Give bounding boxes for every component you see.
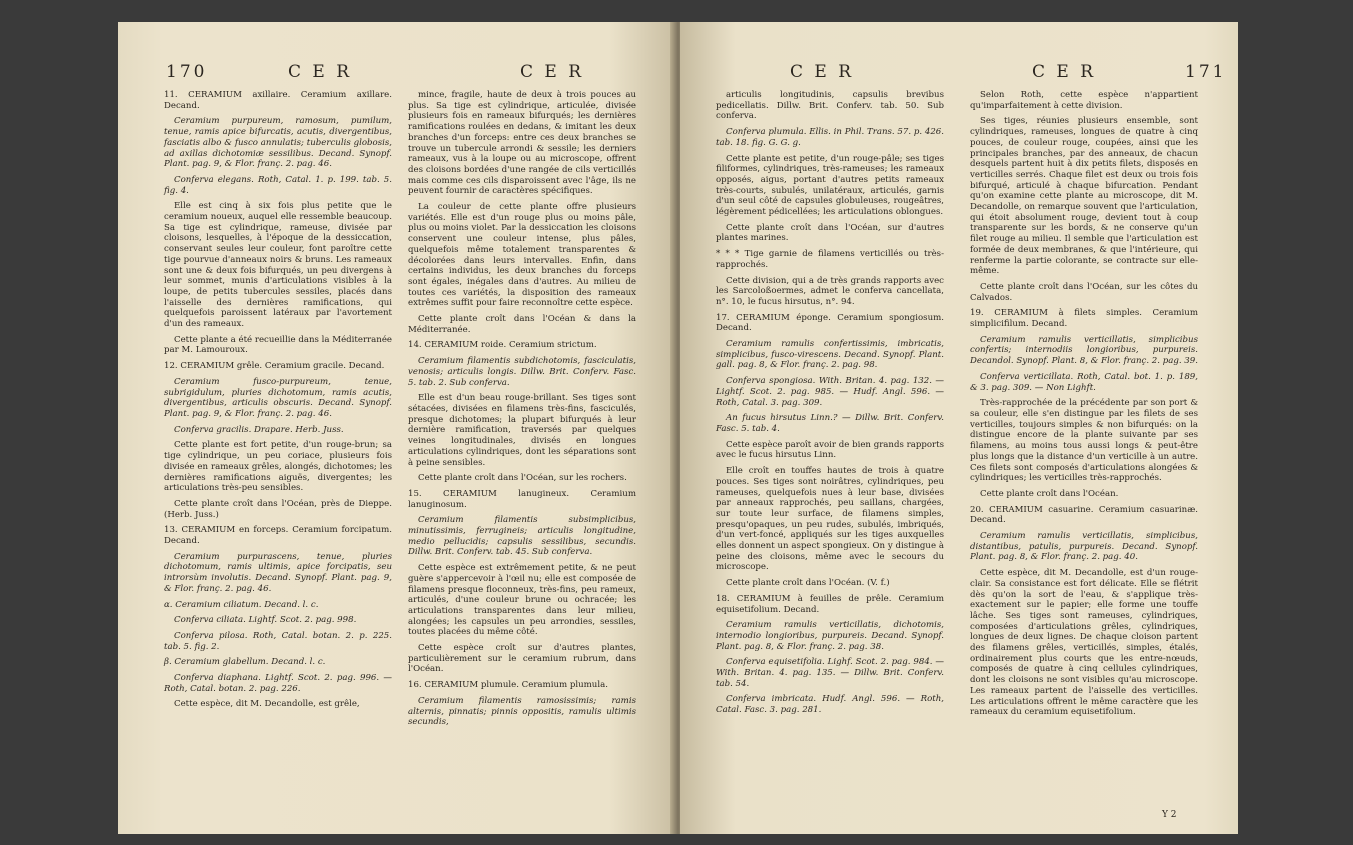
paragraph: 18. CERAMIUM à feuilles de prêle. Ceramium equisetifolium. Decand. — [716, 593, 944, 615]
paragraph: Cette plante est petite, d'un rouge-pâle; ses tiges filiformes, cylindriques, très-rameuses; les rameaux opposés, aigus, portant d'autres petits rameaux très-courts, subulés, unilatéraux, articulés, garnis d'un seul côté de capsules globuleuses, rougeâtres, légèrement pédicellées; les articulations oblongues. — [716, 153, 944, 218]
paragraph: Ceramium filamentis subdichotomis, fasciculatis, venosis; articulis longis. Dillw. Brit. Conferv. Fasc. 5. tab. 2. Sub conferva. — [408, 356, 636, 388]
left-column-1 — [164, 90, 392, 715]
paragraph: Ceramium filamentis ramosissimis; ramis alternis, pinnatis; pinnis oppositis, ramulis ultimis secundis, — [408, 695, 636, 728]
paragraph: β. Ceramium glabellum. Decand. l. c. — [164, 657, 326, 668]
paragraph: 12. CERAMIUM grêle. Ceramium gracile. Decand. — [164, 361, 385, 372]
paragraph: Cette espèce, dit M. Decandolle, est d'un rouge-clair. Sa consistance est fort délicate. Elle se flétrit dès qu'on la sort de l'eau, & s'applique très-exactement sur le papier; elle forme une touffe lâche. Ses tiges sont rameuses, cylindriques, composées d'articulations grêles, cylindriques, longues de deux lignes. De chaque cloison partent des filamens grêles, verticillés, simples, étalés, ordinairement plus courts que les entre-nœuds, composés de quatre à cinq cellules cylindriques, dont les cloisons ne sont visibles qu'au microscope. Les rameaux partent de l'aisselle des verticilles. Les articulations offrent le même caractère que les rameaux du ceramium equisetifolium. — [970, 568, 1198, 718]
paragraph: Ceramium ramulis verticillatis, simplicibus confertis; internodiis longioribus, purpureis. Decandol. Synopf. Plant. 8, & Flor. franç. 2. pag. 39. — [970, 334, 1198, 367]
paragraph: Conferva equisetifolia. Lighf. Scot. 2. pag. 984. — With. Britan. 4. pag. 135. — Dillw. Brit. Conferv. tab. 54. — [716, 657, 944, 689]
paragraph: Ceramium ramulis verticillatis, dichotomis, internodio longioribus, purpureis. Decand. Synopf. Plant. pag. 8, & Flor. franç. 2. pag. 38. — [716, 620, 944, 652]
running-head-left-1: C E R — [288, 62, 353, 82]
paragraph: Cette espèce paroît avoir de bien grands rapports avec le fucus hirsutus Linn. — [716, 439, 944, 461]
paragraph: Conferva imbricata. Hudf. Angl. 596. — Roth, Catal. Fasc. 3. pag. 281. — [716, 694, 944, 716]
paragraph: Ceramium filamentis subsimplicibus, minutissimis, ferrugineis; articulis longitudine, medio pellucidis; capsulis sessilibus, secundis. Dillw. Brit. Conferv. tab. 45. Sub conferva. — [408, 515, 636, 558]
paragraph: Cette division, qui a de très grands rapports avec les Sarcoloßoermes, admet le conferva cancellata, n°. 10, le fucus hirsutus, n°. 94. — [716, 275, 944, 307]
paragraph: 20. CERAMIUM casuarine. Ceramium casuarinæ. Decand. — [970, 504, 1198, 526]
running-head-right-2: C E R — [1032, 62, 1097, 82]
paragraph: Ceramium fusco-purpureum, tenue, subrigidulum, pluries dichotomum, ramis acutis, divergentibus, articulis obscuris. Decand. Synopf. Plant. pag. 9, & Flor. franç. 2. pag. 46. — [164, 376, 392, 419]
paragraph: Ceramium purpurascens, tenue, pluries dichotomum, ramis ultimis, apice forcipatis, seu introrsùm involutis. Decand. Synopf. Plant. pag. 9, & Flor. franç. 2. pag. 46. — [164, 551, 392, 594]
paragraph: Conferva ciliata. Lightf. Scot. 2. pag. 998. — [174, 615, 357, 626]
right-column-1 — [716, 90, 944, 721]
paragraph: An fucus hirsutus Linn.? — Dillw. Brit. Conferv. Fasc. 5. tab. 4. — [716, 413, 944, 434]
paragraph: Conferva spongiosa. With. Britan. 4. pag. 132. — Lightf. Scot. 2. pag. 985. — Hudf. Angl. 596. — Roth, Catal. 3. pag. 309. — [716, 376, 944, 408]
paragraph: Ceramium ramulis confertissimis, imbricatis, simplicibus, fusco-virescens. Decand. Synopf. Plant. gall. pag. 8, & Flor. franç. 2. pag. 98. — [716, 339, 944, 371]
paragraph: 17. CERAMIUM éponge. Ceramium spongiosum. Decand. — [716, 312, 944, 334]
paragraph: 15. CERAMIUM lanugineux. Ceramium lanuginosum. — [408, 488, 636, 510]
paragraph: mince, fragile, haute de deux à trois pouces au plus. Sa tige est cylindrique, articulée, divisée plusieurs fois en rameaux bifurqués; les dernières ramifications roulées en dedans, & imitant les deux branches d'un forceps: entre ces deux branches se trouve un tubercule arrondi & sessile; les derniers rameaux, vus à la loupe ou au microscope, offrent des cloisons bordées d'une rangée de cils verticillés mais comme ces cils disparoissent avec l'âge, ils ne peuvent fournir de caractères spécifiques. — [408, 90, 636, 197]
paragraph: Cette plante croît dans l'Océan & dans la Méditerranée. — [408, 314, 636, 335]
paragraph: Ses tiges, réunies plusieurs ensemble, sont cylindriques, rameuses, longues de quatre à cinq pouces, de couleur rouge, coupées, ainsi que les principales branches, par des anneaux, de chacun desquels partent huit à dix petits filets, disposés en verticilles serrés. Chaque filet est deux ou trois fois bifurqué, articulé à chaque bifurcation. Pendant qu'on examine cette plante au microscope, dit M. Decandolle, on remarque souvent que l'articulation, qui étoit absolument rouge, devient tout à coup transparente sur les bords, & ne conserve qu'un filet rouge au milieu. Il semble que l'articulation est formée de deux membranes, & que l'intérieure, qui renferme la partie colorante, se contracte sur elle-même. — [970, 116, 1198, 277]
paragraph: Selon Roth, cette espèce n'appartient qu'imparfaitement à cette division. — [970, 90, 1198, 111]
paragraph: Conferva pilosa. Roth, Catal. botan. 2. p. 225. tab. 5. fig. 2. — [164, 630, 392, 652]
right-page — [680, 22, 1238, 834]
paragraph: α. Ceramium ciliatum. Decand. l. c. — [164, 599, 319, 610]
paragraph: Cette espèce est extrêmement petite, & ne peut guère s'appercevoir à l'œil nu; elle est composée de filamens presque floconneux, très-fins, peu rameux, articulés, d'une couleur brune ou ochracée; les articulations transparentes dans leur milieu, alongées; les capsules un peu arrondies, sessiles, toutes placées du même côté. — [408, 563, 636, 638]
page-number-left: 170 — [166, 62, 208, 82]
paragraph: 11. CERAMIUM axillaire. Ceramium axillare. Decand. — [164, 90, 392, 111]
paragraph: Cette plante croît dans l'Océan. — [980, 488, 1119, 499]
paragraph: * * * Tige garnie de filamens verticillés ou très-rapprochés. — [716, 249, 944, 270]
paragraph: 19. CERAMIUM à filets simples. Ceramium simplicifilum. Decand. — [970, 308, 1198, 330]
paragraph: Très-rapprochée de la précédente par son port & sa couleur, elle s'en distingue par les filets de ses verticilles, toujours simples & non bifurqués: on la distingue encore de la plante suivante par ses filamens, au moins tous aussi longs & peut-être plus longs que la distance d'un verticille à un autre. Ces filets sont composés d'articulations alongées & cylindriques; les verticilles très-rapprochés. — [970, 398, 1198, 484]
paragraph: Cette espèce, dit M. Decandolle, est grêle, — [174, 699, 360, 710]
running-head-right-1: C E R — [790, 62, 855, 82]
paragraph: Cette plante croît dans l'Océan, près de Dieppe. (Herb. Juss.) — [164, 498, 392, 520]
paragraph: Cette plante est fort petite, d'un rouge-brun; sa tige cylindrique, un peu coriace, plusieurs fois divisée en rameaux grêles, alongés, dichotomes; les dernières ramifications aiguës, divergentes; les articulations très-peu sensibles. — [164, 440, 392, 494]
paragraph: 14. CERAMIUM roide. Ceramium strictum. — [408, 340, 597, 351]
paragraph: Ceramium purpureum, ramosum, pumilum, tenue, ramis apice bifurcatis, acutis, divergentibus, fasciatis albo & fusco annulatis; tuberculis globosis, ad axillas dichotomiæ sessilibus. Decand. Synopf. Plant. pag. 9, & Flor. franç. 2. pag. 46. — [164, 116, 392, 170]
paragraph: 16. CERAMIUM plumule. Ceramium plumula. — [408, 680, 608, 691]
paragraph: Elle croît en touffes hautes de trois à quatre pouces. Ses tiges sont noirâtres, cylindriques, peu rameuses, quelquefois nues à leur base, divisées par anneaux rapprochés, peu saillans, chargées, sur toute leur surface, de filamens simples, presqu'opaques, un peu rudes, subulés, imbriqués, d'un vert-foncé, appliqués sur les tiges auxquelles elles donnent un aspect spongieux. On y distingue à peine des cloisons, même avec le secours du microscope. — [716, 466, 944, 573]
paragraph: Conferva elegans. Roth, Catal. 1. p. 199. tab. 5. fig. 4. — [164, 174, 392, 196]
paragraph: Cette espèce croît sur d'autres plantes, particulièrement sur le ceramium rubrum, dans l'Océan. — [408, 643, 636, 675]
page-number-right: 171 — [1185, 62, 1227, 82]
running-head-left-2: C E R — [520, 62, 585, 82]
paragraph: Cette plante croît dans l'Océan, sur les côtes du Calvados. — [970, 281, 1198, 303]
paragraph: Ceramium ramulis verticillatis, simplicibus, distantibus, patulis, purpureis. Decand. Synopf. Plant. pag. 8, & Flor. franç. 2. pag. 40. — [970, 531, 1198, 563]
paragraph: La couleur de cette plante offre plusieurs variétés. Elle est d'un rouge plus ou moins pâle, plus ou moins violet. Par la dessiccation les cloisons conservent une couleur intense, plus pâles, quelquefois même totalement transparentes & décolorées dans leurs intervalles. Enfin, dans certains individus, les deux branches du forceps sont égales, inégales dans d'autres. Au milieu de toutes ces variétés, la disposition des rameaux extrêmes suffit pour faire reconnoître cette espèce. — [408, 202, 636, 309]
paragraph: articulis longitudinis, capsulis brevibus pedicellatis. Dillw. Brit. Conferv. tab. 50. Sub conferva. — [716, 90, 944, 122]
open-book — [118, 22, 1238, 834]
paragraph: Cette plante a été recueillie dans la Méditerranée par M. Lamouroux. — [164, 334, 392, 356]
paragraph: Conferva plumula. Ellis. in Phil. Trans. 57. p. 426. tab. 18. fig. G. G. g. — [716, 127, 944, 148]
paragraph: Elle est cinq à six fois plus petite que le ceramium noueux, auquel elle ressemble beaucoup. Sa tige est cylindrique, rameuse, divisée par cloisons, lesquelles, à l'époque de la dessiccation, conservant seules leur couleur, font paroître cette tige pourvue d'anneaux noirs & bruns. Les rameaux sont une & deux fois bifurqués, un peu divergens à leur sommet, munis d'articulations visibles à la loupe, de petits tubercules sessiles, placés dans l'aisselle des dernières ramifications, qui quelquefois paroissent latéraux par l'avortement d'un des rameaux. — [164, 201, 392, 330]
paragraph: Cette plante croît dans l'Océan, sur les rochers. — [418, 473, 627, 484]
paragraph: Cette plante croît dans l'Océan, sur d'autres plantes marines. — [716, 222, 944, 244]
left-column-2 — [408, 90, 636, 733]
left-page — [118, 22, 676, 834]
right-column-2 — [970, 90, 1198, 723]
paragraph: Elle est d'un beau rouge-brillant. Ses tiges sont sétacées, divisées en filamens très-fins, fasciculés, presque dichotomes; la plupart bifurqués à leur dernière ramification, traversés par quelques veines longitudinales, divisés en longues articulations cylindriques, dont les séparations sont à peine sensibles. — [408, 393, 636, 468]
paragraph: Conferva diaphana. Lightf. Scot. 2. pag. 996. — Roth, Catal. botan. 2. pag. 226. — [164, 673, 392, 694]
paragraph: Conferva gracilis. Drapare. Herb. Juss. — [174, 424, 344, 435]
paragraph: 13. CERAMIUM en forceps. Ceramium forcipatum. Decand. — [164, 525, 392, 547]
paragraph: Cette plante croît dans l'Océan. (V. f.) — [726, 578, 890, 589]
paragraph: Conferva verticillata. Roth, Catal. bot. 1. p. 189, & 3. pag. 309. — Non Lighft. — [970, 371, 1198, 393]
signature-mark: Y 2 — [1162, 810, 1177, 820]
